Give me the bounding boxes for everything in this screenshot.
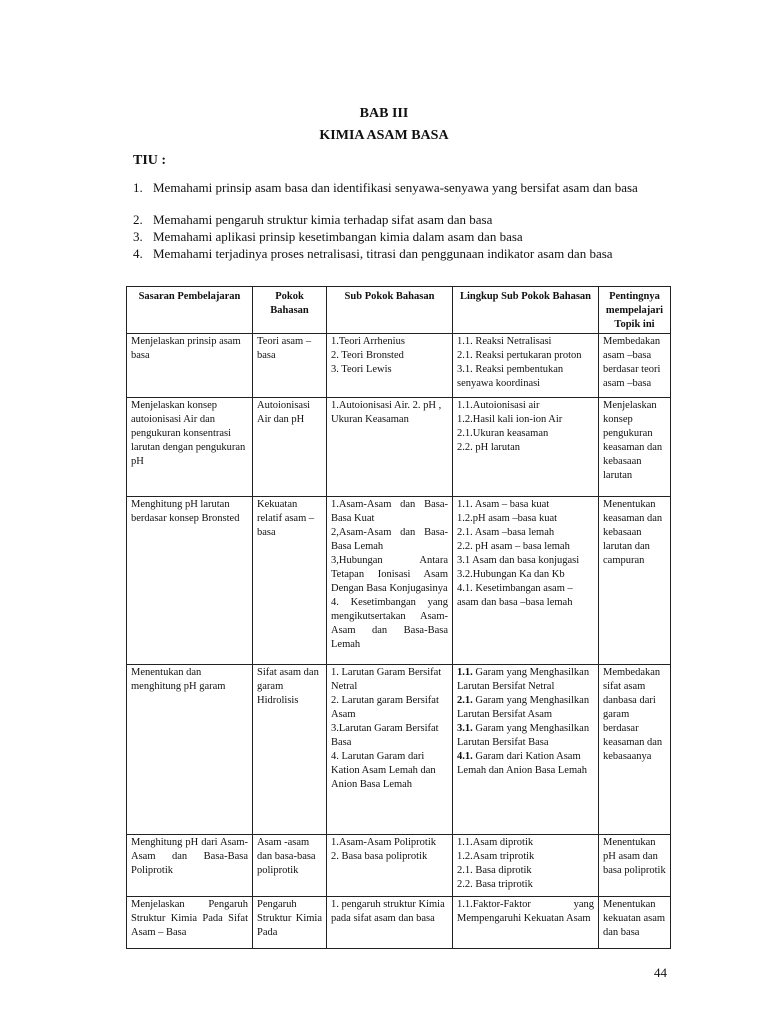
cell-line: 1.1. Asam – basa kuat [457,499,550,510]
cell-sasaran: Menentukan dan menghitung pH garam [127,665,253,835]
cell-line [457,722,594,750]
header-pentingnya: Pentingnya mempelajari Topik ini [599,287,671,334]
header-sub-pokok: Sub Pokok Bahasan [327,287,453,334]
learning-table [126,286,671,949]
cell-line: 1. pengaruh struktur Kimia pada sifat asam dan basa [331,899,445,924]
table-row [127,835,671,897]
cell-sub [327,334,453,398]
cell-pokok: Sifat asam dan garam Hidrolisis [253,665,327,835]
header-pokok: Pokok Bahasan [253,287,327,334]
cell-sub [327,398,453,497]
cell-line: 2. Basa basa poliprotik [331,851,428,862]
cell-line-text: Garam yang Menghasilkan Larutan Bersifat Basa [457,723,590,748]
cell-lingkup [453,835,599,897]
cell-line: 1.1.Asam diprotik [457,837,534,848]
table-row [127,497,671,665]
cell-line [457,750,594,778]
objective-item: 1. Memahami prinsip asam basa dan identifikasi senyawa-senyawa yang bersifat asam dan basa [133,180,638,195]
cell-line: 2. Larutan garam Bersifat Asam [331,695,439,720]
cell-line: 1.Autoionisasi Air. 2. pH , Ukuran Keasaman [331,400,442,425]
cell-line: 3.Larutan Garam Bersifat Basa [331,723,439,748]
cell-line [457,666,594,694]
cell-line: 3.2.Hubungan Ka dan Kb [457,569,565,580]
cell-line-number: 2.1. [457,695,473,706]
cell-line: 2.1. Reaksi pertukaran proton [457,350,582,361]
cell-line: 2. Teori Bronsted [331,350,404,361]
cell-penting: Membedakan sifat asam danbasa dari garam berdasar keasaman dan kebasaanya [599,665,671,835]
cell-line-number: 1.1. [457,667,473,678]
chapter-title: KIMIA ASAM BASA [319,128,449,143]
cell-penting: Menjelaskan konsep pengukuran keasaman dan kebasaan larutan [599,398,671,497]
cell-sasaran: Menjelaskan konsep autoionisasi Air dan pengukuran konsentrasi larutan dengan pengukuran pH [127,398,253,497]
cell-penting: Menentukan pH asam dan basa poliprotik [599,835,671,897]
cell-line: 4.1. Kesetimbangan asam – asam dan basa –basa lemah [457,583,573,608]
objective-item: 2. Memahami pengaruh struktur kimia terhadap sifat asam dan basa [133,212,493,227]
cell-line: 2.2. Basa triprotik [457,879,533,890]
cell-sasaran: Menghitung pH dari Asam-Asam dan Basa-Basa Poliprotik [127,835,253,897]
cell-pokok: Autoionisasi Air dan pH [253,398,327,497]
objective-item: 3. Memahami aplikasi prinsip kesetimbangan kimia dalam asam dan basa [133,229,523,244]
cell-line: 1.1. Reaksi Netralisasi [457,336,552,347]
cell-pokok: Kekuatan relatif asam –basa [253,497,327,665]
cell-line: 1.1.Autoionisasi air [457,400,540,411]
cell-line: 1.2.pH asam –basa kuat [457,513,558,524]
cell-line: 1.Teori Arrhenius [331,336,405,347]
cell-line: 1.2.Hasil kali ion-ion Air [457,414,563,425]
cell-lingkup [453,398,599,497]
page-number: 44 [654,965,667,980]
cell-lingkup [453,334,599,398]
cell-line: 2.2. pH larutan [457,442,520,453]
cell-line: 3,Hubungan Antara Tetapan Ionisasi Asam Dengan Basa Konjugasinya [331,555,448,594]
cell-line: 3.1. Reaksi pembentukan senyawa koordinasi [457,364,564,389]
table-row [127,334,671,398]
table-row [127,665,671,835]
cell-line: 2.2. pH asam – basa lemah [457,541,570,552]
cell-sasaran: Menjelaskan prinsip asam basa [127,334,253,398]
chapter-heading: BAB III [359,106,409,121]
cell-penting: Menentukan kekuatan asam dan basa [599,897,671,949]
cell-sasaran: Menjelaskan Pengaruh Struktur Kimia Pada Sifat Asam – Basa [127,897,253,949]
cell-line: 2.1. Basa diprotik [457,865,532,876]
table-row [127,398,671,497]
cell-pokok: Asam -asam dan basa-basa poliprotik [253,835,327,897]
cell-lingkup [453,897,599,949]
cell-line-text: Garam dari Kation Asam Lemah dan Anion Basa Lemah [457,751,588,776]
cell-pokok: Teori asam –basa [253,334,327,398]
cell-line: 3.1 Asam dan basa konjugasi [457,555,580,566]
cell-line: 3. Teori Lewis [331,364,392,375]
table-header-row [127,287,671,334]
cell-lingkup [453,497,599,665]
cell-line: 1. Larutan Garam Bersifat Netral [331,667,442,692]
cell-line: 1.1.Faktor-Faktor yang Mempengaruhi Kekuatan Asam [457,899,594,924]
cell-sub [327,665,453,835]
cell-penting: Menentukan keasaman dan kebasaan larutan dan campuran [599,497,671,665]
cell-penting: Membedakan asam –basa berdasar teori asam –basa [599,334,671,398]
header-lingkup: Lingkup Sub Pokok Bahasan [453,287,599,334]
cell-line: 2.1. Asam –basa lemah [457,527,555,538]
cell-lingkup [453,665,599,835]
cell-line: 4. Kesetimbangan yang mengikutsertakan Asam-Asam dan Basa-Basa Lemah [331,597,448,650]
cell-sub [327,835,453,897]
cell-sub [327,497,453,665]
cell-line: 2,Asam-Asam dan Basa-Basa Lemah [331,527,448,552]
header-sasaran: Sasaran Pembelajaran [127,287,253,334]
tiu-label: TIU : [133,153,167,168]
cell-line [457,694,594,722]
cell-line: 1.Asam-Asam dan Basa-Basa Kuat [331,499,448,524]
cell-sub [327,897,453,949]
cell-line-number: 4.1. [457,751,473,762]
cell-line: 1.2.Asam triprotik [457,851,535,862]
table-row [127,897,671,949]
cell-sasaran: Menghitung pH larutan berdasar konsep Bronsted [127,497,253,665]
cell-line-text: Garam yang Menghasilkan Larutan Bersifat Netral [457,667,590,692]
cell-line-number: 3.1. [457,723,473,734]
cell-line-text: Garam yang Menghasilkan Larutan Bersifat Asam [457,695,590,720]
objective-item: 4. Memahami terjadinya proses netralisasi, titrasi dan penggunaan indikator asam dan basa [133,246,613,261]
cell-line: 2.1.Ukuran keasaman [457,428,549,439]
cell-pokok: Pengaruh Struktur Kimia Pada [253,897,327,949]
cell-line: 1.Asam-Asam Poliprotik [331,837,436,848]
cell-line: 4. Larutan Garam dari Kation Asam Lemah dan Anion Basa Lemah [331,751,436,790]
